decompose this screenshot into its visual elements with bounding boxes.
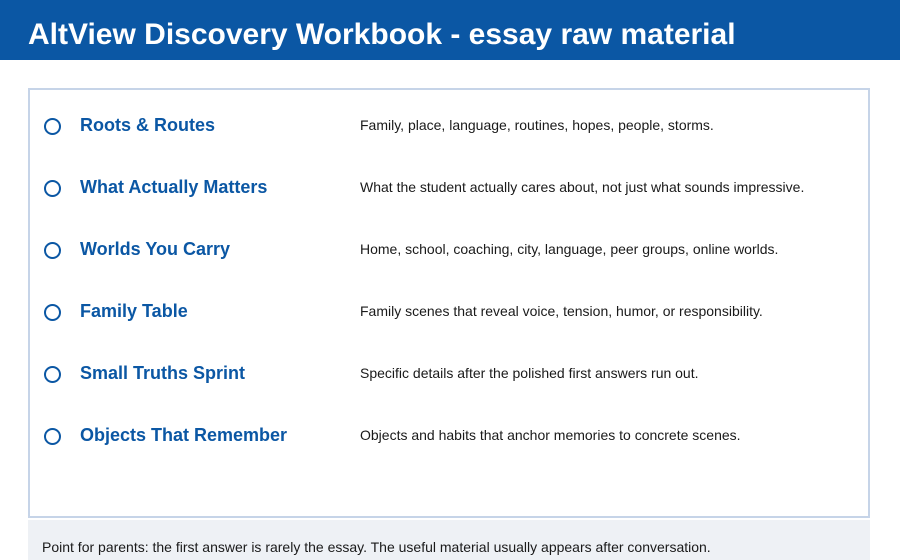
- radio-button[interactable]: [44, 304, 61, 321]
- radio-button[interactable]: [44, 428, 61, 445]
- module-option-objects-that-remember[interactable]: [30, 416, 868, 456]
- module-option-family-table[interactable]: [30, 292, 868, 332]
- module-title: Small Truths Sprint: [80, 363, 246, 383]
- module-option-what-actually-matters[interactable]: [30, 168, 868, 208]
- module-description: Home, school, coaching, city, language, peer groups, online worlds.: [360, 241, 779, 257]
- parent-note-text: Point for parents: the first answer is rarely the essay. The useful material usually appears after conversation.: [42, 539, 711, 555]
- module-panel: [28, 88, 870, 518]
- radio-button[interactable]: [44, 180, 61, 197]
- module-option-roots-routes[interactable]: [30, 106, 868, 146]
- module-option-worlds-you-carry[interactable]: [30, 230, 868, 270]
- module-description: What the student actually cares about, not just what sounds impressive.: [360, 179, 805, 195]
- module-description: Objects and habits that anchor memories to concrete scenes.: [360, 427, 741, 443]
- module-title: What Actually Matters: [80, 177, 268, 197]
- module-title: Objects That Remember: [80, 425, 288, 445]
- module-option-small-truths-sprint[interactable]: [30, 354, 868, 394]
- module-title: Roots & Routes: [80, 115, 215, 135]
- module-title: Family Table: [80, 301, 188, 321]
- page-title: AltView Discovery Workbook - essay raw material: [28, 18, 736, 51]
- module-description: Specific details after the polished first answers run out.: [360, 365, 699, 381]
- module-description: Family, place, language, routines, hopes, people, storms.: [360, 117, 714, 133]
- radio-button[interactable]: [44, 118, 61, 135]
- radio-button[interactable]: [44, 242, 61, 259]
- parent-note-banner: [28, 520, 870, 560]
- app-header: [0, 0, 900, 60]
- module-description: Family scenes that reveal voice, tension, humor, or responsibility.: [360, 303, 763, 319]
- module-title: Worlds You Carry: [80, 239, 231, 259]
- radio-button[interactable]: [44, 366, 61, 383]
